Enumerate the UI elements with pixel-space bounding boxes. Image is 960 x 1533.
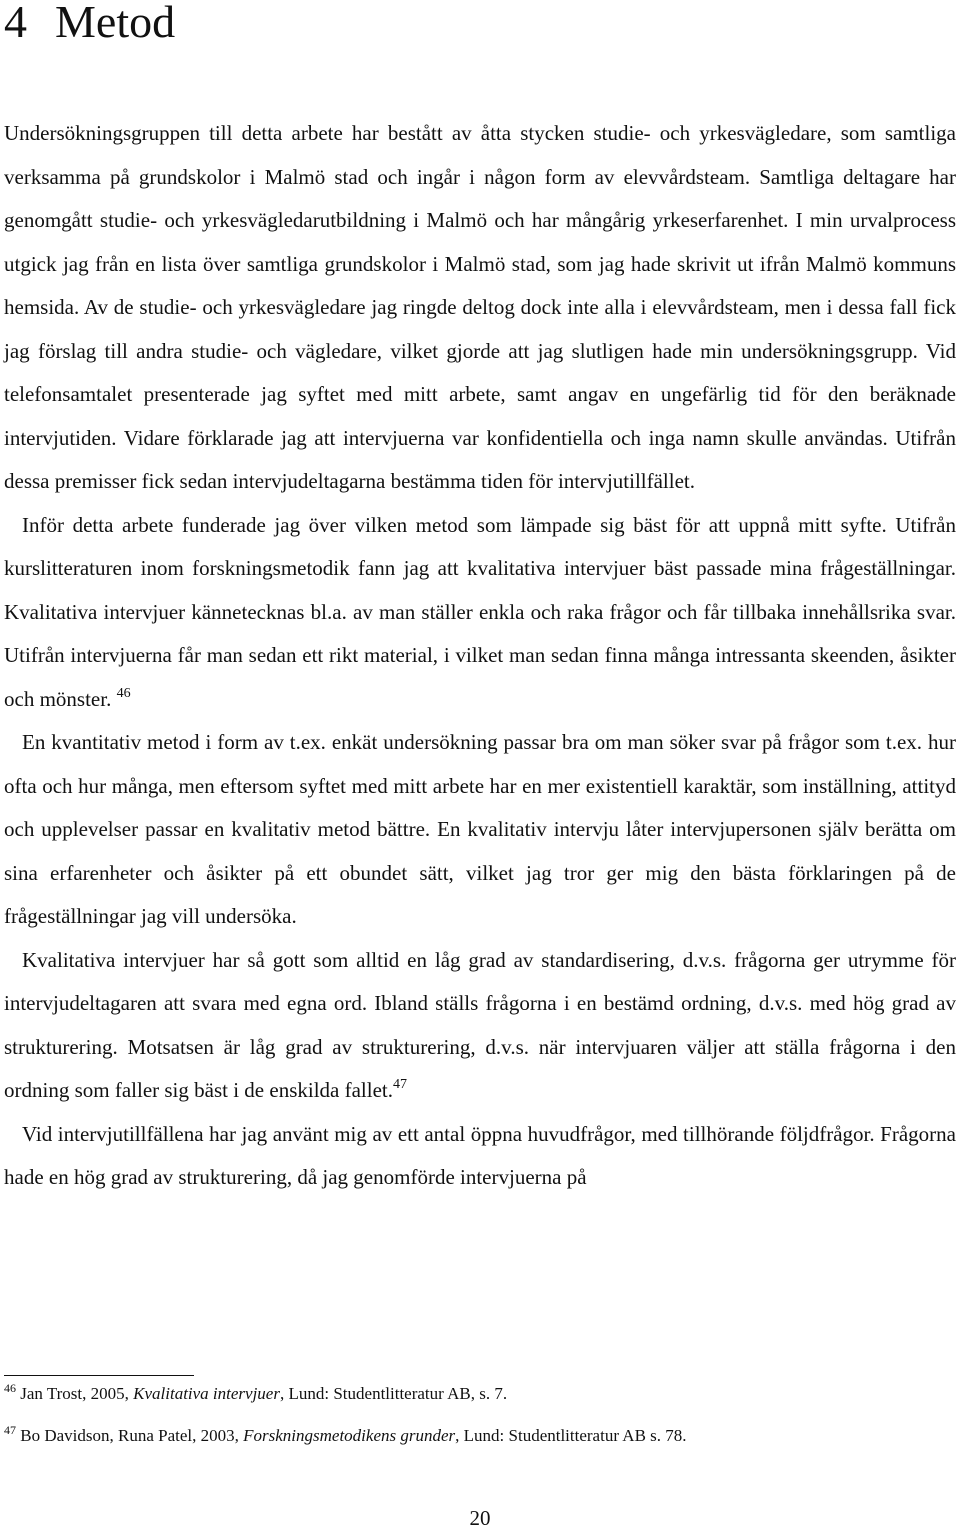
chapter-heading [4,0,175,50]
paragraph-2-text: Inför detta arbete funderade jag över vilken metod som lämpade sig bäst för att uppnå mitt syfte. Utifrån kurslitteraturen inom forskningsmetodik fann jag att kvalitativa intervjuer bäst passade mina frågeställningar. Kvalitativa intervjuer kännetecknas bl.a. av man ställer enkla och raka frågor och får tillbaka innehållsrika svar. Utifrån intervjuerna får man sedan ett rikt material, i vilket man sedan finna många intressanta skeenden, åsikter och mönster. [4,512,956,711]
footnote-number: 47 [4,1423,16,1437]
footnote-47 [4,1423,956,1446]
footnotes [4,1381,956,1468]
footnote-divider [4,1375,194,1376]
footnote-text: , Lund: Studentlitteratur AB s. 78. [455,1426,687,1445]
paragraph-2 [4,504,956,722]
paragraph-3: En kvantitativ metod i form av t.ex. enkät undersökning passar bra om man söker svar på frågor som t.ex. hur ofta och hur många, men eftersom syftet med mitt arbete har en mer existentiell karaktär, som inställning, attityd och upplevelser passar en kvalitativ metod bättre. En kvalitativ intervju låter intervjupersonen själv berätta om sina erfarenheter och åsikter på ett obundet sätt, vilket jag tror ger mig den bästa förklaringen på de frågeställningar jag vill undersöka. [4,730,956,928]
footnote-number: 46 [4,1381,16,1395]
footnote-ref-47[interactable]: 47 [393,1077,407,1092]
footnote-text: Jan Trost, 2005, [20,1384,134,1403]
footnote-46 [4,1381,956,1404]
paragraph-5: Vid intervjutillfällena har jag använt mig av ett antal öppna huvudfrågor, med tillhörande följdfrågor. Frågorna hade en hög grad av strukturering, då jag genomförde intervjuerna på [4,1121,956,1189]
footnote-book-title: Kvalitativa intervjuer [133,1384,280,1403]
footnote-text: Bo Davidson, Runa Patel, 2003, [20,1426,244,1445]
footnote-text: , Lund: Studentlitteratur AB, s. 7. [279,1384,508,1403]
page-number: 20 [469,1506,491,1530]
chapter-title: Metod [55,0,176,47]
footnote-ref-46[interactable]: 46 [116,685,131,701]
footnote-book-title: Forskningsmetodikens grunder [243,1426,456,1445]
paragraph-4-text: Kvalitativa intervjuer har så gott som alltid en låg grad av standardisering, d.v.s. frågorna ger utrymme för intervjudeltagaren att svara med egna ord. Ibland ställs frågorna i en bestämd ordning, d.v.s. med hög grad av strukturering. Motsatsen är låg grad av strukturering, d.v.s. när intervjuaren väljer att ställa frågorna i den ordning som faller sig bäst i de enskilda fallet. [4,947,956,1102]
paragraph-4 [4,939,956,1113]
body-text [4,112,956,1200]
paragraph-1: Undersökningsgruppen till detta arbete har bestått av åtta stycken studie- och yrkesvägledare, som samtliga verksamma på grundskolor i Malmö stad och ingår i någon form av elevvårdsteam. Samtliga deltagare har genomgått studie- och yrkesvägledarutbildning i Malmö och har mångårig yrkeserfarenhet. I min urvalprocess utgick jag från en lista över samtliga grundskolor i Malmö stad, som jag hade skrivit ut ifrån Malmö kommuns hemsida. Av de studie- och yrkesvägledare jag ringde deltog dock inte alla i elevvårdsteam, men i dessa fall fick jag förslag till andra studie- och vägledare, vilket gjorde att jag slutligen hade min undersökningsgrupp. Vid telefonsamtalet presenterade jag syftet med mitt arbete, samt angav en ungefärlig tid för den beräknade intervjutiden. Vidare förklarade jag att intervjuerna var konfidentiella och inga namn skulle användas. Utifrån dessa premisser fick sedan intervjudeltagarna bestämma tiden för intervjutillfället. [4,121,956,493]
chapter-number: 4 [4,0,27,47]
